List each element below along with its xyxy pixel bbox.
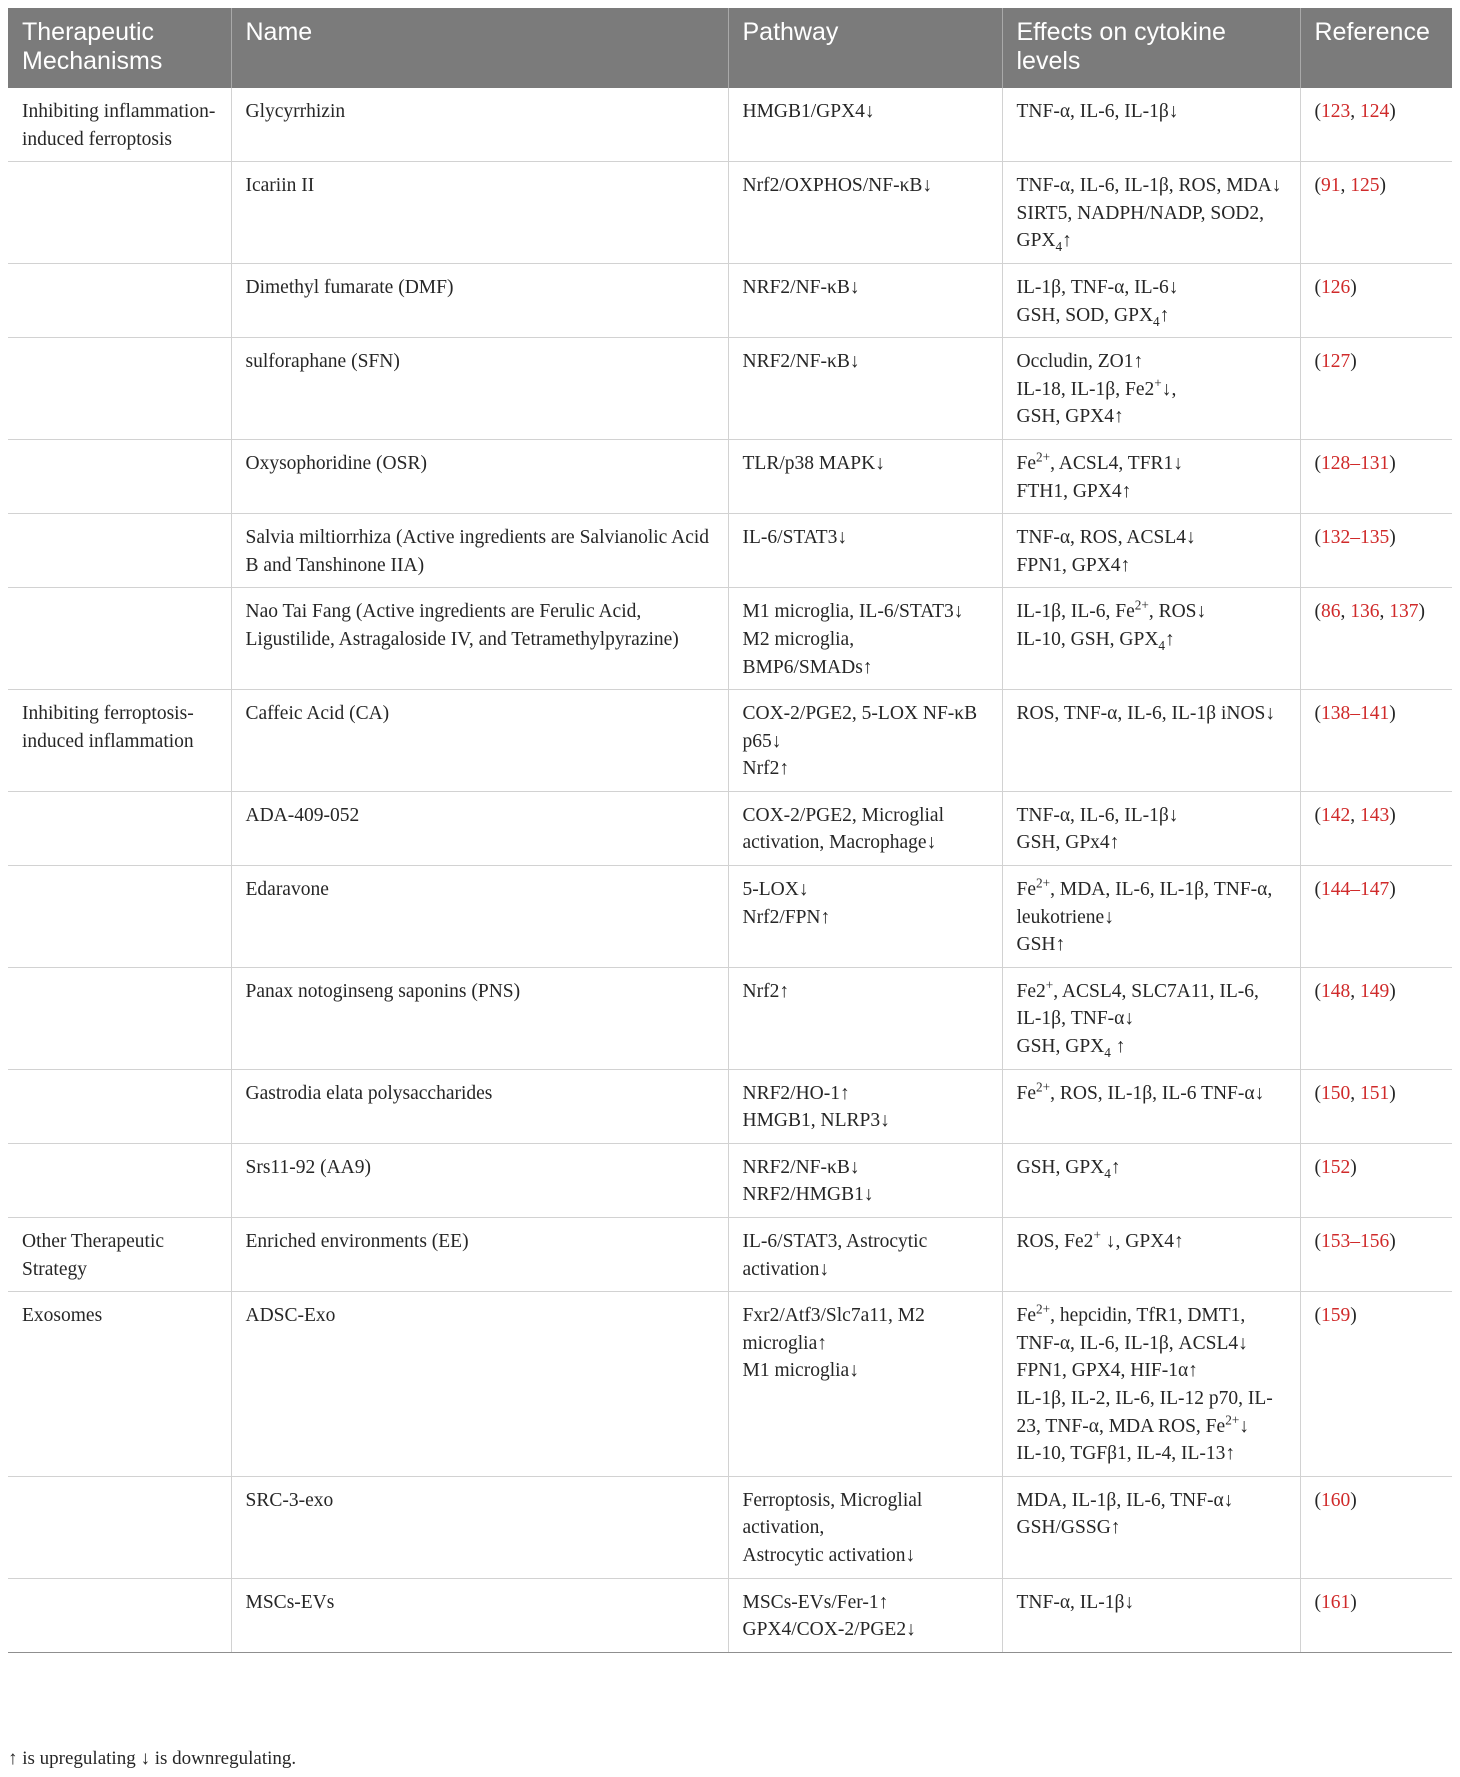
effects-line: FTH1, GPX4↑ <box>1016 480 1132 502</box>
cell-effects <box>1002 263 1300 337</box>
cell-effects <box>1002 1578 1300 1652</box>
cell-mechanism: Inhibiting ferroptosis-induced inflammation <box>8 690 231 792</box>
footnote: ↑ is upregulating ↓ is downregulating. <box>8 1748 297 1769</box>
cell-effects <box>1002 514 1300 588</box>
cell-effects <box>1002 588 1300 690</box>
header-row <box>8 8 1452 88</box>
reference-link[interactable]: 138–141 <box>1321 703 1390 725</box>
effects-line: IL-10, GSH, $GPX_4↑$ <box>1016 628 1175 653</box>
cell-name: Srs11-92 (AA9) <box>231 1143 728 1217</box>
table-row <box>8 162 1452 264</box>
pathway-line: NRF2/NF-κB↓ <box>742 351 860 373</box>
effects-line: GSH, $GPX_4↑$ <box>1016 1156 1121 1181</box>
header-effects: Effects on cytokine levels <box>1002 8 1300 88</box>
effects-line: SIRT5, NADPH/NADP, SOD2, $GPX_4↑$ <box>1016 202 1264 255</box>
cell-mechanism <box>8 588 231 690</box>
pathway-line: M1 microglia↓ <box>742 1360 859 1382</box>
cell-mechanism <box>8 514 231 588</box>
reference-link[interactable]: 161 <box>1321 1591 1351 1613</box>
cell-mechanism <box>8 791 231 865</box>
effects-line: ROS, TNF-α, IL-6, IL-1β iNOS↓ <box>1016 703 1276 725</box>
cell-pathway <box>728 162 1002 264</box>
table-row <box>8 439 1452 513</box>
effects-line: IL-1β, IL-2, IL-6, IL-12 p70, IL-23, TNF-α, MDA ROS, $Fe^{2+}↓$ <box>1016 1387 1273 1437</box>
pathway-line: NRF2/NF-κB↓ <box>742 276 860 298</box>
effects-line: Fe2+, ACSL4, SLC7A11, IL-6, IL-1β, TNF-α↓ <box>1016 977 1259 1030</box>
cell-reference: (160) <box>1300 1476 1452 1578</box>
cell-reference: (91, 125) <box>1300 162 1452 264</box>
pathway-line: Astrocytic activation↓ <box>742 1544 916 1566</box>
cell-reference: (138–141) <box>1300 690 1452 792</box>
effects-line: GSH, GPX4↑ <box>1016 406 1124 428</box>
cell-reference: (161) <box>1300 1578 1452 1652</box>
reference-link[interactable]: 143 <box>1360 804 1390 826</box>
cell-reference: (142, 143) <box>1300 791 1452 865</box>
cell-reference: (123, 124) <box>1300 88 1452 162</box>
header-name: Name <box>231 8 728 88</box>
effects-line: GSH, $GPX_4$ ↑ <box>1016 1036 1126 1060</box>
header-pathway: Pathway <box>728 8 1002 88</box>
pathway-line: Nrf2/FPN↑ <box>742 906 831 928</box>
table-row <box>8 1578 1452 1652</box>
effects-line: TNF-α, IL-6, IL-1β↓ <box>1016 804 1179 826</box>
cell-effects <box>1002 1143 1300 1217</box>
effects-line: GSH, GPx4↑ <box>1016 832 1120 854</box>
cell-reference: (152) <box>1300 1143 1452 1217</box>
reference-link[interactable]: 160 <box>1321 1489 1351 1511</box>
table-row <box>8 263 1452 337</box>
table-row <box>8 1476 1452 1578</box>
effects-line: TNF-α, IL-6, IL-1β, ROS, MDA↓ <box>1016 175 1282 197</box>
cell-pathway <box>728 1476 1002 1578</box>
reference-link[interactable]: 149 <box>1360 980 1390 1002</box>
pathway-line: NRF2/HO-1↑ <box>742 1082 850 1104</box>
reference-link[interactable]: 148 <box>1321 980 1351 1002</box>
reference-link[interactable]: 86 <box>1321 601 1341 623</box>
effects-line: TNF-α, ROS, ACSL4↓ <box>1016 527 1196 549</box>
cell-name: Enriched environments (EE) <box>231 1218 728 1292</box>
cell-name: Nao Tai Fang (Active ingredients are Ferulic Acid, Ligustilide, Astragaloside IV, and Tetramethylpyrazine) <box>231 588 728 690</box>
cell-effects <box>1002 690 1300 792</box>
effects-line: IL-18, IL-1β, Fe2+↓, <box>1016 375 1177 400</box>
reference-link[interactable]: 137 <box>1389 601 1419 623</box>
cell-mechanism <box>8 162 231 264</box>
cell-mechanism <box>8 338 231 440</box>
table-row <box>8 866 1452 968</box>
cell-reference: (132–135) <box>1300 514 1452 588</box>
header-mechanisms: Therapeutic Mechanisms <box>8 8 231 88</box>
table-row <box>8 1218 1452 1292</box>
cell-name: Icariin II <box>231 162 728 264</box>
effects-line: MDA, IL-1β, IL-6, TNF-α↓ <box>1016 1489 1234 1511</box>
cell-effects <box>1002 1292 1300 1477</box>
effects-line: Occludin, ZO1↑ <box>1016 351 1144 373</box>
cell-mechanism <box>8 1143 231 1217</box>
cell-name: ADA-409-052 <box>231 791 728 865</box>
cell-pathway <box>728 1143 1002 1217</box>
cell-name: MSCs-EVs <box>231 1578 728 1652</box>
pathway-line: COX-2/PGE2, 5-LOX NF-κB p65↓ <box>742 703 978 752</box>
table-row <box>8 588 1452 690</box>
cell-pathway <box>728 263 1002 337</box>
pathway-line: GPX4/COX-2/PGE2↓ <box>742 1619 916 1641</box>
effects-line: GSH↑ <box>1016 934 1066 956</box>
cell-pathway <box>728 88 1002 162</box>
cell-effects <box>1002 967 1300 1069</box>
cell-effects <box>1002 1476 1300 1578</box>
cell-mechanism <box>8 1069 231 1143</box>
table-row <box>8 967 1452 1069</box>
reference-link[interactable]: 128–131 <box>1321 452 1390 474</box>
effects-line: $Fe^{2+}$, MDA, IL-6, IL-1β, TNF-α, leukotriene↓ <box>1016 875 1273 928</box>
cell-reference: (144–147) <box>1300 866 1452 968</box>
effects-line: IL-10, TGFβ1, IL-4, IL-13↑ <box>1016 1443 1236 1465</box>
cell-mechanism: Exosomes <box>8 1292 231 1477</box>
table-row <box>8 1143 1452 1217</box>
effects-line: FPN1, GPX4↑ <box>1016 554 1131 576</box>
cell-effects <box>1002 866 1300 968</box>
reference-link[interactable]: 91 <box>1321 175 1341 197</box>
pathway-line: MSCs-EVs/Fer-1↑ <box>742 1591 889 1613</box>
reference-link[interactable]: 151 <box>1360 1082 1390 1104</box>
pathway-line: Nrf2↑ <box>742 758 790 780</box>
reference-link[interactable]: 159 <box>1321 1305 1351 1327</box>
cell-mechanism <box>8 967 231 1069</box>
cell-name: Caffeic Acid (CA) <box>231 690 728 792</box>
data-table <box>8 8 1452 1653</box>
cell-pathway <box>728 1069 1002 1143</box>
cell-name: Glycyrrhizin <box>231 88 728 162</box>
cell-pathway <box>728 1578 1002 1652</box>
reference-link[interactable]: 126 <box>1321 276 1351 298</box>
header-reference: Reference <box>1300 8 1452 88</box>
effects-line: $Fe^{2+}$, ROS, IL-1β, IL-6 TNF-α↓ <box>1016 1079 1265 1104</box>
cell-reference: (86, 136, 137) <box>1300 588 1452 690</box>
reference-link[interactable]: 153–156 <box>1321 1231 1390 1252</box>
cell-reference: (126) <box>1300 263 1452 337</box>
cell-pathway <box>728 1218 1002 1292</box>
pathway-line: Ferroptosis, Microglial activation, <box>742 1489 923 1539</box>
table-row <box>8 1292 1452 1477</box>
cell-mechanism: Other Therapeutic Strategy <box>8 1218 231 1292</box>
reference-link[interactable]: 136 <box>1350 601 1380 623</box>
cell-effects <box>1002 439 1300 513</box>
effects-line: GSH/GSSG↑ <box>1016 1517 1121 1539</box>
cell-pathway <box>728 967 1002 1069</box>
cell-pathway <box>728 1292 1002 1477</box>
pathway-line: Nrf2/OXPHOS/NF-κB↓ <box>742 175 933 197</box>
effects-line: ROS, Fe2+ ↓, GPX4↑ <box>1016 1227 1184 1252</box>
reference-link[interactable]: 150 <box>1321 1082 1351 1104</box>
effects-line: IL-1β, TNF-α, IL-6↓ <box>1016 276 1179 298</box>
pathway-line: NRF2/HMGB1↓ <box>742 1184 874 1206</box>
cell-effects <box>1002 88 1300 162</box>
table-row <box>8 690 1452 792</box>
cell-mechanism <box>8 1476 231 1578</box>
reference-link[interactable]: 132–135 <box>1321 527 1390 549</box>
cell-effects <box>1002 162 1300 264</box>
pathway-line: IL-6/STAT3, Astrocytic activation↓ <box>742 1231 928 1280</box>
cell-mechanism <box>8 263 231 337</box>
cell-reference: (159) <box>1300 1292 1452 1477</box>
reference-link[interactable]: 124 <box>1360 101 1390 122</box>
pathway-line: M2 microglia, BMP6/SMADs↑ <box>742 628 873 678</box>
pathway-line: IL-6/STAT3↓ <box>742 527 848 549</box>
cell-name: ADSC-Exo <box>231 1292 728 1477</box>
effects-line: TNF-α, IL-6, IL-1β↓ <box>1016 101 1179 122</box>
cell-reference: (127) <box>1300 338 1452 440</box>
cell-pathway <box>728 791 1002 865</box>
table-row <box>8 514 1452 588</box>
pathway-line: Nrf2↑ <box>742 980 790 1002</box>
cell-pathway <box>728 690 1002 792</box>
effects-line: GSH, SOD, $GPX_4↑$ <box>1016 304 1170 329</box>
cell-pathway <box>728 866 1002 968</box>
table-row <box>8 791 1452 865</box>
cell-name: Gastrodia elata polysaccharides <box>231 1069 728 1143</box>
pathway-line: HMGB1, NLRP3↓ <box>742 1110 890 1132</box>
cell-name: Edaravone <box>231 866 728 968</box>
reference-link[interactable]: 142 <box>1321 804 1351 826</box>
pathway-line: M1 microglia, IL-6/STAT3↓ <box>742 601 964 623</box>
cell-name: SRC-3-exo <box>231 1476 728 1578</box>
cell-name: Panax notoginseng saponins (PNS) <box>231 967 728 1069</box>
cell-effects <box>1002 1218 1300 1292</box>
cell-reference: (153–156) <box>1300 1218 1452 1292</box>
reference-link[interactable]: 127 <box>1321 351 1351 373</box>
cell-mechanism <box>8 1578 231 1652</box>
cell-mechanism <box>8 866 231 968</box>
reference-link[interactable]: 123 <box>1321 101 1351 122</box>
pathway-line: TLR/p38 MAPK↓ <box>742 452 885 474</box>
table-body <box>8 88 1452 1652</box>
table-row <box>8 1069 1452 1143</box>
pathway-line: 5-LOX↓ <box>742 879 809 901</box>
reference-link[interactable]: 144–147 <box>1321 879 1390 901</box>
cell-name: Salvia miltiorrhiza (Active ingredients are Salvianolic Acid B and Tanshinone IIA) <box>231 514 728 588</box>
pathway-line: COX-2/PGE2, Microglial activation, Macrophage↓ <box>742 804 944 854</box>
effects-line: $Fe^{2+}$, ACSL4, TFR1↓ <box>1016 449 1184 474</box>
cell-pathway <box>728 588 1002 690</box>
cell-reference: (128–131) <box>1300 439 1452 513</box>
cell-name: Dimethyl fumarate (DMF) <box>231 263 728 337</box>
effects-line: TNF-α, IL-1β↓ <box>1016 1591 1135 1613</box>
table-header <box>8 8 1452 88</box>
cell-mechanism <box>8 439 231 513</box>
effects-line: IL-1β, IL-6, $Fe^{2+}$, ROS↓ <box>1016 597 1207 623</box>
pathway-line: Fxr2/Atf3/Slc7a11, M2 microglia↑ <box>742 1305 925 1354</box>
pathway-line: HMGB1/GPX4↓ <box>742 101 875 122</box>
cell-mechanism: Inhibiting inflammation-induced ferroptosis <box>8 88 231 162</box>
cell-effects <box>1002 1069 1300 1143</box>
reference-link[interactable]: 152 <box>1321 1156 1351 1178</box>
cell-reference: (148, 149) <box>1300 967 1452 1069</box>
effects-line: $Fe^{2+}$, hepcidin, TfR1, DMT1, TNF-α, IL-6, IL-1β, ACSL4↓ <box>1016 1301 1248 1354</box>
cell-name: Oxysophoridine (OSR) <box>231 439 728 513</box>
pathway-line: NRF2/NF-κB↓ <box>742 1156 860 1178</box>
cell-pathway <box>728 338 1002 440</box>
table-row <box>8 88 1452 162</box>
cell-pathway <box>728 439 1002 513</box>
effects-line: FPN1, GPX4, HIF-1α↑ <box>1016 1360 1198 1382</box>
cell-pathway <box>728 514 1002 588</box>
table-row <box>8 338 1452 440</box>
cell-reference: (150, 151) <box>1300 1069 1452 1143</box>
cell-effects <box>1002 791 1300 865</box>
reference-link[interactable]: 125 <box>1350 175 1380 197</box>
cell-effects <box>1002 338 1300 440</box>
cell-name: sulforaphane (SFN) <box>231 338 728 440</box>
